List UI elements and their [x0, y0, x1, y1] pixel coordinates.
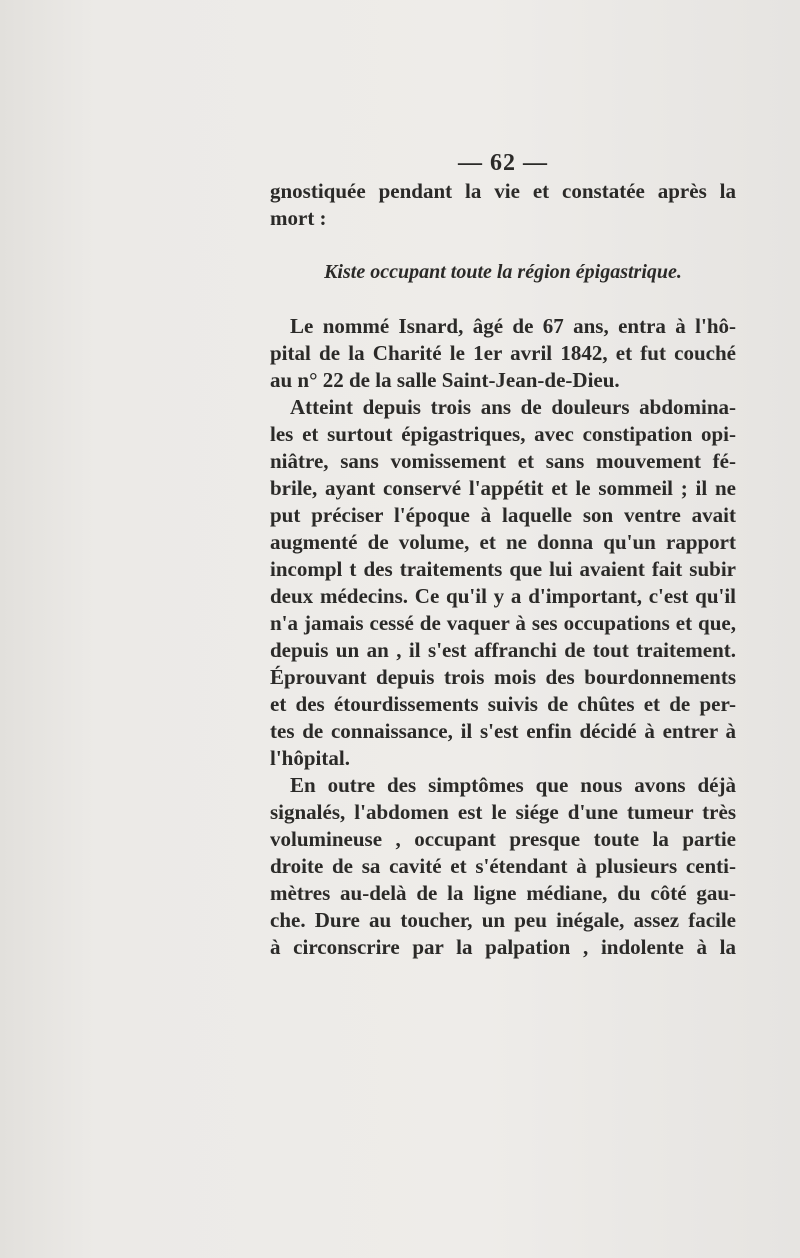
- text-line: niâtre, sans vomissement et sans mouvement fé-: [270, 449, 736, 473]
- page-number: — 62 —: [458, 150, 548, 176]
- text-line: les et surtout épigastriques, avec constipation opi-: [270, 422, 736, 446]
- paragraph-2: [270, 394, 736, 772]
- text-line: droite de sa cavité et s'étendant à plusieurs centi-: [270, 854, 736, 878]
- text-line: signalés, l'abdomen est le siége d'une tumeur très: [270, 800, 736, 824]
- text-line: Le nommé Isnard, âgé de 67 ans, entra à l'hô-: [290, 314, 736, 338]
- text-line: n'a jamais cessé de vaquer à ses occupations et que,: [270, 611, 736, 635]
- text-line: Éprouvant depuis trois mois des bourdonnements: [270, 665, 736, 689]
- paragraph-3: [270, 772, 736, 961]
- text-line: Atteint depuis trois ans de douleurs abdomina-: [290, 395, 736, 419]
- text-line: tes de connaissance, il s'est enfin décidé à entrer à: [270, 719, 736, 743]
- text-line: augmenté de volume, et ne donna qu'un rapport: [270, 530, 736, 554]
- section-heading: Kiste occupant toute la région épigastrique.: [324, 261, 682, 283]
- text-line: En outre des simptômes que nous avons déjà: [290, 773, 736, 797]
- text-line: put préciser l'époque à laquelle son ventre avait: [270, 503, 736, 527]
- text-line: gnostiquée pendant la vie et constatée après la: [270, 179, 736, 203]
- text-line: et des étourdissements suivis de chûtes et de per-: [270, 692, 736, 716]
- text-line: incompl t des traitements que lui avaient fait subir: [270, 557, 736, 581]
- text-line: mètres au-delà de la ligne médiane, du côté gau-: [270, 881, 736, 905]
- text-line: deux médecins. Ce qu'il y a d'important, c'est qu'il: [270, 584, 736, 608]
- text-line: mort :: [270, 206, 327, 230]
- text-line: au n° 22 de la salle Saint-Jean-de-Dieu.: [270, 368, 620, 392]
- text-block: [270, 148, 736, 961]
- text-line: à circonscrire par la palpation , indolente à la: [270, 935, 736, 959]
- text-line: pital de la Charité le 1er avril 1842, et fut couché: [270, 341, 736, 365]
- text-line: brile, ayant conservé l'appétit et le sommeil ; il ne: [270, 476, 736, 500]
- text-line: che. Dure au toucher, un peu inégale, assez facile: [270, 908, 736, 932]
- paragraph-1: [270, 313, 736, 394]
- text-line: l'hôpital.: [270, 746, 350, 770]
- text-line: depuis un an , il s'est affranchi de tout traitement.: [270, 638, 736, 662]
- text-line: volumineuse , occupant presque toute la partie: [270, 827, 736, 851]
- continuation-text: [270, 178, 736, 232]
